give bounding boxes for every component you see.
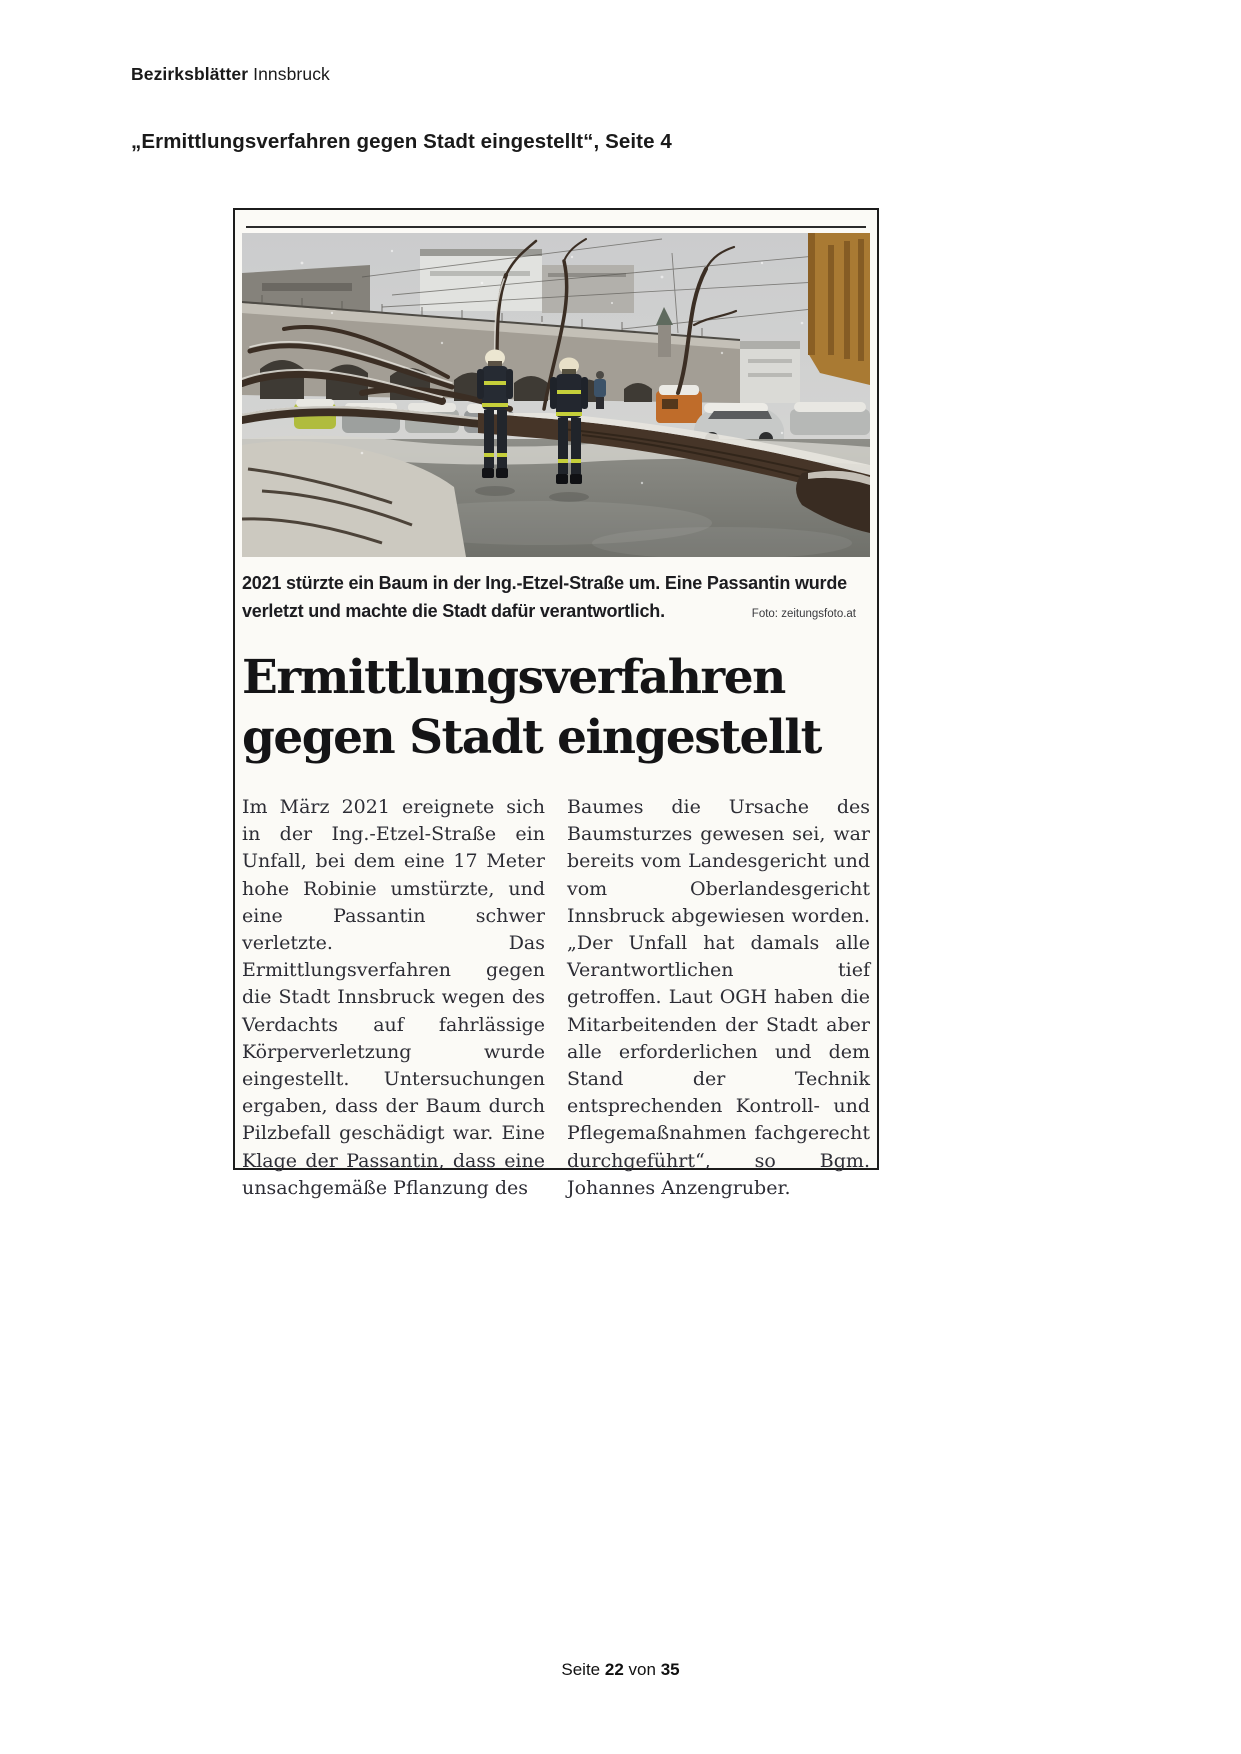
orange-building (808, 233, 870, 385)
article-column-right: Baumes die Ursache des Baumsturzes gewesen sei, war bereits vom Landesgericht und vom Oberlandesgericht Innsbruck abgewiesen worden. „Der Unfall hat damals alle Verantwortlichen tief getroffen. Laut OGH haben die Mitarbeitenden der Stadt aber alle erforderlichen und dem Stand der Technik entsprechenden Kontroll- und Pflegemaßnahmen fachgerecht durchgeführt“, so Bgm. Johannes Anzengruber. (567, 796, 870, 1199)
publication-region: Innsbruck (253, 64, 330, 84)
footer-total-pages: 35 (660, 1660, 680, 1679)
article-body (242, 794, 870, 1202)
article-headline (242, 648, 870, 768)
article-column-left: Im März 2021 ereignete sich in der Ing.-Etzel-Straße ein Unfall, bei dem eine 17 Meter hohe Robinie umstürzte, und eine Passantin schwer verletzte. Das Ermittlungsverfahren gegen die Stadt Innsbruck wegen des Verdachts auf fahrlässige Körperverletzung wurde eingestellt. Untersuchungen ergaben, dass der Baum durch Pilzbefall geschädigt war. Eine Klage der Passantin, dass eine unsachgemäße Pflanzung des (242, 796, 545, 1199)
white-building (740, 341, 800, 403)
press-clipping (233, 208, 879, 1199)
photo-caption-line1: 2021 stürzte ein Baum in der Ing.-Etzel-Straße um. Eine Passantin wurde (242, 573, 847, 593)
article-headline-line1: Ermittlungsverfahren (242, 650, 785, 705)
publication-header (131, 64, 330, 85)
photo-credit: Foto: zeitungsfoto.at (751, 608, 856, 620)
article-headline-line2: gegen Stadt eingestellt (242, 710, 821, 765)
photo-caption (242, 569, 870, 628)
footer-current-page: 22 (604, 1660, 624, 1679)
clipping-top-rule (246, 226, 866, 228)
page-footer (0, 1660, 1241, 1680)
article-photo (242, 233, 870, 557)
photo-caption-line2: verletzt und machte die Stadt dafür verantwortlich. (242, 601, 665, 621)
footer-label: Seite (561, 1660, 601, 1679)
fallen-tree-photo-illustration (242, 233, 870, 557)
footer-of: von (628, 1660, 656, 1679)
publication-name: Bezirksblätter (131, 64, 249, 84)
page-title: „Ermittlungsverfahren gegen Stadt eingestellt“, Seite 4 (131, 130, 672, 153)
